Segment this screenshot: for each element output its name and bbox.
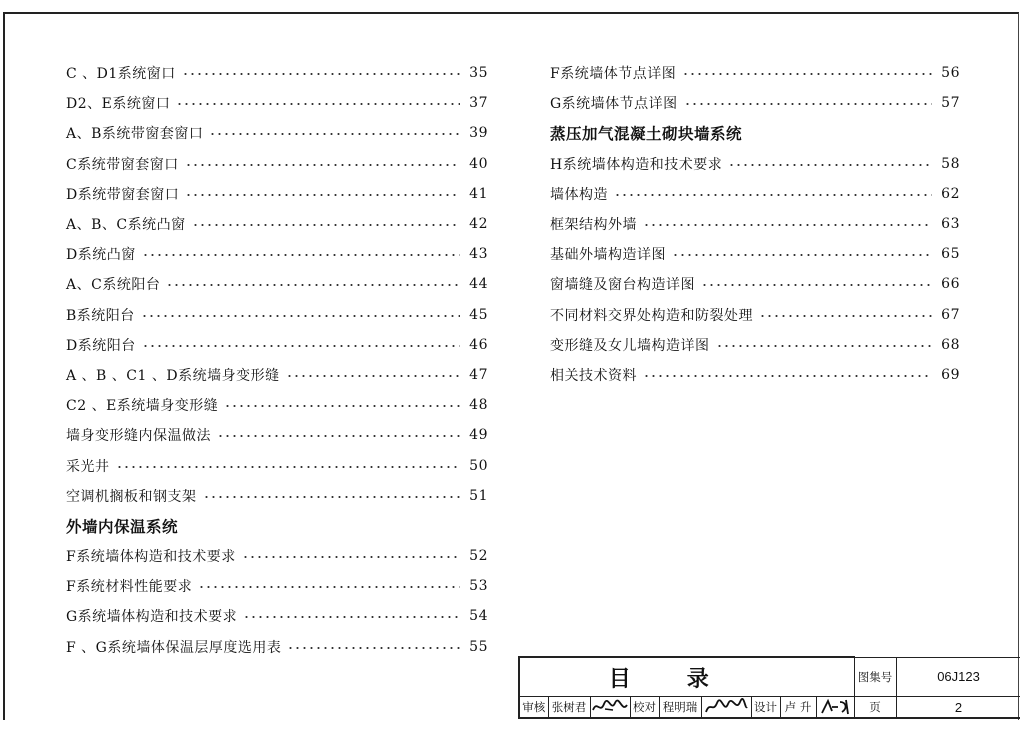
dot-leader [217, 428, 460, 442]
toc-entry-page: 39 [469, 125, 488, 142]
toc-entry [66, 450, 488, 480]
toc-entry-title: A、C系统阳台 [66, 277, 161, 294]
toc-entry [66, 481, 488, 511]
toc-entry-title: 不同材料交界处构造和防裂处理 [550, 307, 753, 324]
toc-entry-title: C系统带窗套窗口 [66, 156, 179, 173]
dot-leader [672, 247, 932, 261]
toc-entry-title: F 、G系统墙体保温层厚度选用表 [66, 639, 282, 656]
toc-entry-title: D系统凸窗 [66, 247, 136, 264]
dot-leader [203, 489, 461, 503]
toc-entry-title: 窗墙缝及窗台构造详图 [550, 277, 695, 294]
toc-entry [66, 632, 488, 662]
toc-entry-page: 68 [941, 336, 960, 353]
toc-entry [66, 118, 488, 148]
toc-entry [550, 88, 960, 118]
atlas-number: 06J123 [896, 657, 1020, 697]
toc-entry-page: 55 [469, 638, 488, 655]
toc-entry-page: 45 [469, 306, 488, 323]
toc-entry [66, 571, 488, 601]
dot-leader [176, 96, 460, 110]
toc-entry-title: G系统墙体节点详图 [550, 96, 678, 113]
dot-leader [643, 368, 932, 382]
reviewer-name: 张树君 [548, 697, 590, 719]
toc-entry-page: 54 [469, 608, 488, 625]
atlas-number-label: 图集号 [854, 657, 896, 697]
checker-signature [701, 697, 751, 719]
toc-entry [550, 149, 960, 179]
toc-entry-page: 56 [941, 65, 960, 82]
toc-entry-page: 69 [941, 366, 960, 383]
toc-entry-title: 变形缝及女儿墙构造详图 [550, 337, 710, 354]
toc-entry [550, 179, 960, 209]
toc-entry [550, 239, 960, 269]
check-label: 校对 [630, 697, 659, 719]
toc-entry [550, 58, 960, 88]
dot-leader [243, 609, 460, 623]
toc-entry-page: 53 [469, 578, 488, 595]
toc-entry-page: 52 [469, 548, 488, 565]
toc-entry-title: 框架结构外墙 [550, 217, 637, 234]
dot-leader [142, 247, 460, 261]
toc-entry-page: 50 [469, 457, 488, 474]
toc-entry [550, 330, 960, 360]
designer-signature [816, 697, 854, 719]
reviewer-signature [590, 697, 630, 719]
toc-entry [550, 209, 960, 239]
section-heading: 外墙内保温系统 [66, 517, 179, 536]
toc-entry-page: 57 [941, 95, 960, 112]
toc-entry-page: 46 [469, 336, 488, 353]
toc-entry-title: 基础外墙构造详图 [550, 247, 666, 264]
toc-entry-title: D2、E系统窗口 [66, 96, 171, 113]
dot-leader [116, 459, 461, 473]
toc-entry-page: 40 [469, 155, 488, 172]
toc-entry [66, 420, 488, 450]
toc-entry-title: B系统阳台 [66, 307, 135, 324]
dot-leader [141, 308, 460, 322]
toc-entry [66, 541, 488, 571]
toc-entry [66, 601, 488, 631]
review-label: 审核 [519, 697, 548, 719]
toc-entry-page: 35 [469, 65, 488, 82]
toc-entry-page: 67 [941, 306, 960, 323]
toc-entry [550, 300, 960, 330]
toc-entry-page: 42 [469, 216, 488, 233]
toc-entry-title: F系统墙体构造和技术要求 [66, 549, 236, 566]
toc-entry [550, 360, 960, 390]
toc-entry [66, 269, 488, 299]
dot-leader [192, 217, 460, 231]
toc-entry-title: F系统材料性能要求 [66, 579, 193, 596]
toc-entry-page: 66 [941, 276, 960, 293]
dot-leader [185, 187, 460, 201]
toc-entry [66, 149, 488, 179]
toc-entry [66, 300, 488, 330]
dot-leader [614, 187, 932, 201]
dot-leader [182, 66, 460, 80]
dot-leader [701, 277, 932, 291]
toc-entry-title: 空调机搁板和钢支架 [66, 488, 197, 505]
toc-entry-title: C 、D1系统窗口 [66, 66, 176, 83]
toc-entry-title: A、B、C系统凸窗 [66, 217, 186, 234]
toc-entry-title: A 、B 、C1 、D系统墙身变形缝 [66, 367, 280, 384]
dot-leader [682, 66, 932, 80]
page-number: 2 [896, 697, 1020, 719]
toc-entry-title: 墙体构造 [550, 186, 608, 203]
toc-entry-title: D系统阳台 [66, 337, 136, 354]
dot-leader [224, 398, 460, 412]
toc-entry-page: 41 [469, 185, 488, 202]
toc-entry-page: 58 [941, 155, 960, 172]
checker-name: 程明瑞 [659, 697, 701, 719]
dot-leader [166, 277, 460, 291]
dot-leader [287, 640, 460, 654]
toc-entry-title: D系统带窗套窗口 [66, 186, 180, 203]
dot-leader [759, 308, 932, 322]
dot-leader [185, 157, 460, 171]
toc-entry-page: 37 [469, 95, 488, 112]
toc-entry-page: 49 [469, 427, 488, 444]
toc-entry [66, 360, 488, 390]
dot-leader [728, 157, 932, 171]
section-heading: 蒸压加气混凝土砌块墙系统 [550, 125, 743, 144]
toc-entry-page: 44 [469, 276, 488, 293]
dot-leader [142, 338, 460, 352]
toc-left-column [66, 58, 488, 662]
toc-entry-title: 采光井 [66, 458, 110, 475]
dot-leader [286, 368, 460, 382]
dot-leader [198, 579, 460, 593]
title-block-title: 目录 [519, 657, 854, 697]
toc-entry-title: F系统墙体节点详图 [550, 66, 677, 83]
toc-entry-title: H系统墙体构造和技术要求 [550, 156, 723, 173]
toc-entry-title: 相关技术资料 [550, 367, 637, 384]
toc-entry [66, 179, 488, 209]
page-label: 页 [854, 697, 896, 719]
toc-entry-title: C2 、E系统墙身变形缝 [66, 398, 219, 415]
toc-entry [66, 209, 488, 239]
design-label: 设计 [751, 697, 780, 719]
toc-entry [66, 239, 488, 269]
toc-entry [66, 330, 488, 360]
toc-entry [66, 390, 488, 420]
dot-leader [643, 217, 932, 231]
toc-entry-page: 62 [941, 185, 960, 202]
dot-leader [716, 338, 933, 352]
toc-entry-page: 63 [941, 216, 960, 233]
toc-entry-page: 48 [469, 397, 488, 414]
dot-leader [209, 126, 460, 140]
toc-entry-page: 43 [469, 246, 488, 263]
toc-entry [66, 88, 488, 118]
designer-name: 卢 升 [780, 697, 816, 719]
toc-entry [550, 269, 960, 299]
toc-right-column [550, 58, 960, 390]
dot-leader [242, 549, 460, 563]
toc-entry-page: 65 [941, 246, 960, 263]
dot-leader [684, 96, 932, 110]
toc-entry-title: A、B系统带窗套窗口 [66, 126, 204, 143]
toc-entry-page: 47 [469, 366, 488, 383]
title-block [518, 656, 1020, 720]
toc-entry-page: 51 [469, 487, 488, 504]
toc-entry [66, 58, 488, 88]
toc-entry-title: G系统墙体构造和技术要求 [66, 609, 238, 626]
toc-entry-title: 墙身变形缝内保温做法 [66, 428, 211, 445]
